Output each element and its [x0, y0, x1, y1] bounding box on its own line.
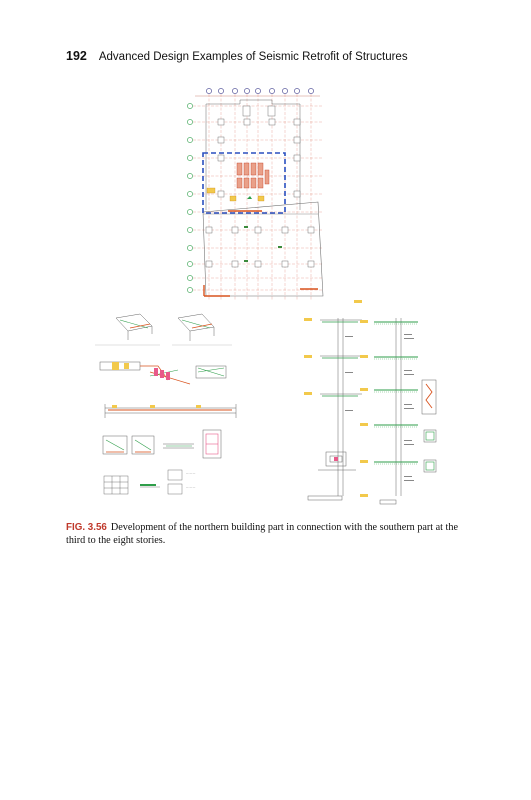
detail-sheet-right: [304, 300, 436, 504]
detail-sheet-left: [95, 314, 236, 494]
figure-caption: [66, 522, 466, 547]
svg-text:— — —: — — —: [186, 472, 196, 475]
page-number: 192: [66, 49, 87, 63]
figure-caption-text: Development of the northern building part in connection with the southern part at the third to the eight stories.: [66, 522, 458, 546]
running-title: Advanced Design Examples of Seismic Retrofit of Structures: [98, 51, 408, 63]
svg-text:— — —: — — —: [186, 486, 196, 489]
figure-label: FIG. 3.56: [66, 522, 107, 533]
floor-plan: [187, 88, 323, 300]
